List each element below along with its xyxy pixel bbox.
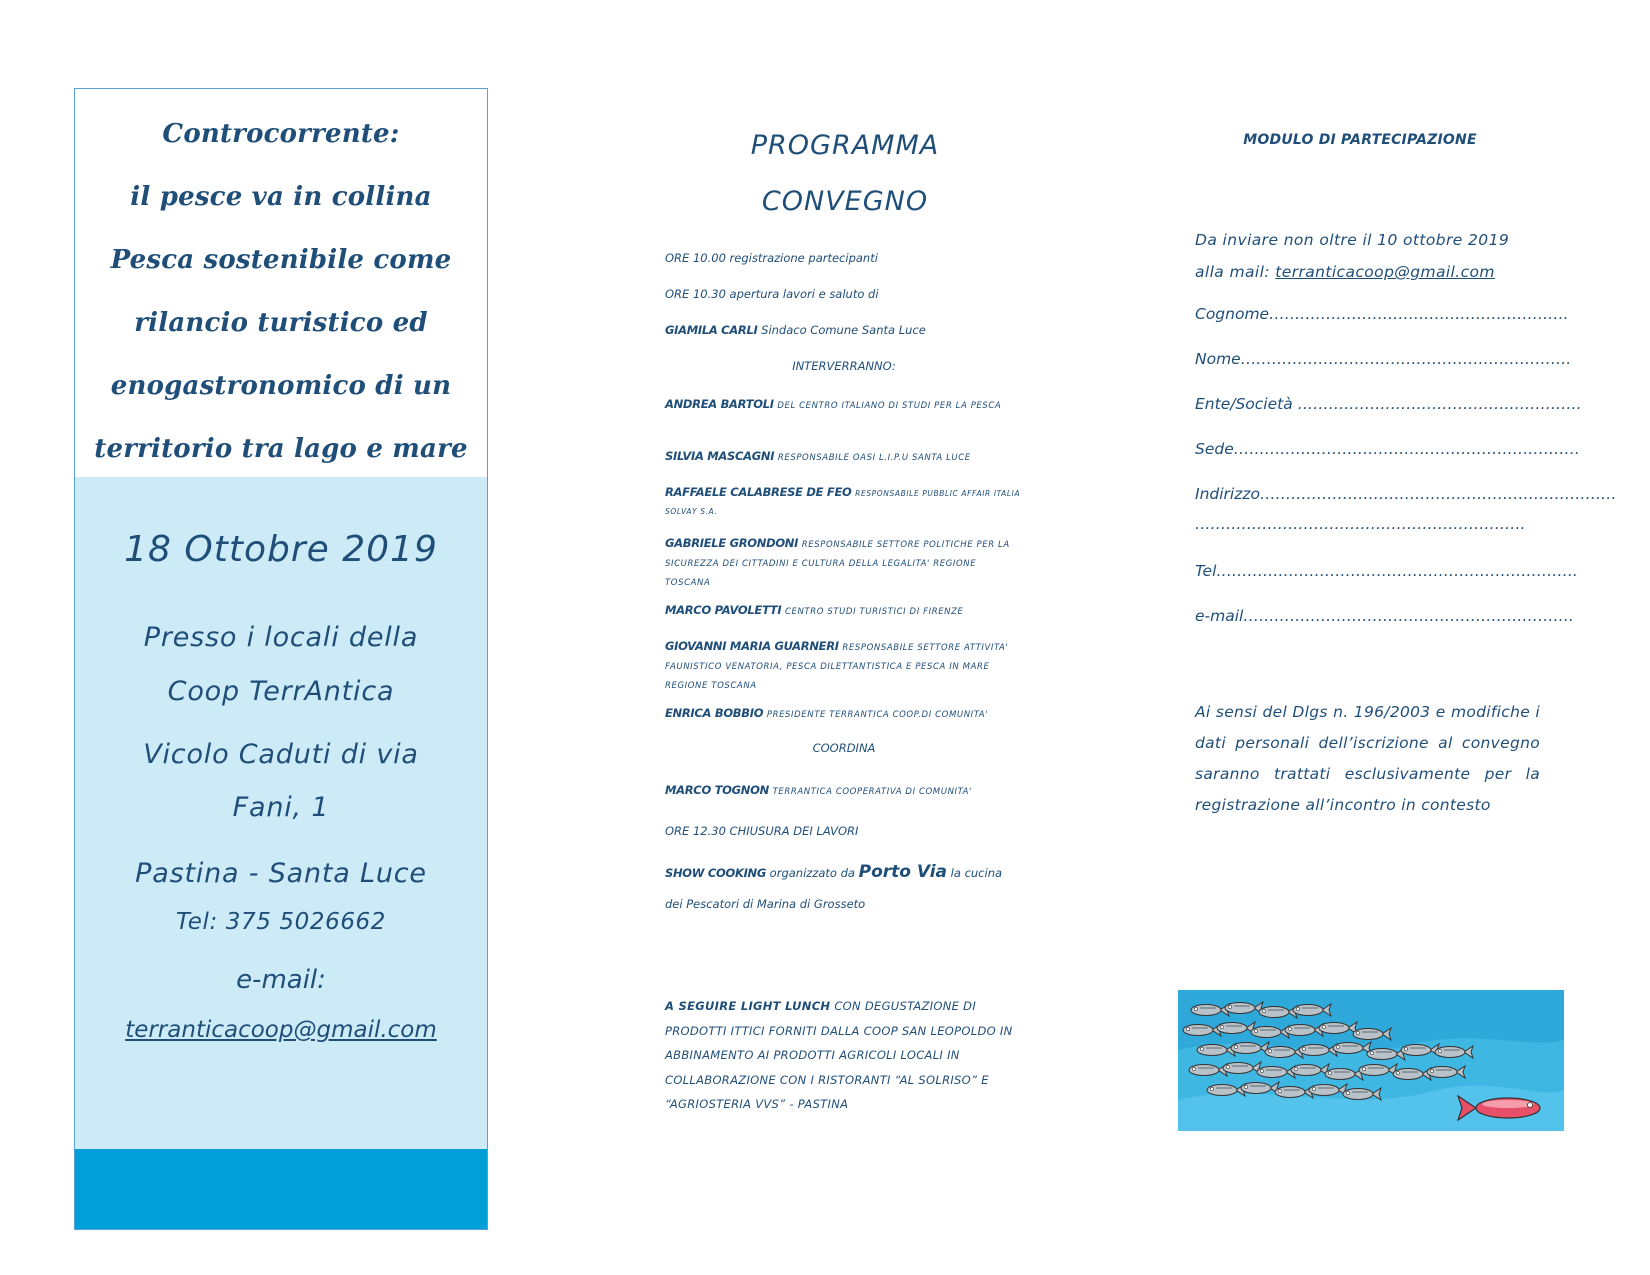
speaker-role: RESPONSABILE SETTORE ATTIVITA' FAUNISTICO VENATORIA, PESCA DILETTANTISTICA E PESCA IN MARE REGIONE TOSCANA [665, 643, 1009, 691]
show-cooking-text-2: la cucina [947, 866, 1003, 880]
cover-panel [74, 88, 488, 1230]
host-name: GIAMILA CARLI [665, 323, 758, 337]
coordinator-item [665, 782, 1023, 801]
event-place: Pastina - Santa Luce [135, 858, 427, 889]
light-lunch-text: CON DEGUSTAZIONE DI PRODOTTI ITTICI FORNITI DALLA COOP SAN LEOPOLDO IN ABBINAMENTO AI PRODOTTI AGRICOLI LOCALI IN COLLABORAZIONE CON I RISTORANTI “AL SOLRISO” E “AGRIOSTERIA VVS” - PASTINA [665, 999, 1013, 1111]
contact-email-link[interactable]: terranticacoop@gmail.com [125, 1017, 437, 1043]
form-title: MODULO DI PARTECIPAZIONE [1243, 132, 1477, 148]
speaker-role: PRESIDENTE TERRANTICA COOP.DI COMUNITA' [766, 710, 989, 720]
title-line-1: Controcorrente: [162, 119, 400, 149]
speaker-item [665, 396, 1023, 415]
light-lunch-label: A SEGUIRE LIGHT LUNCH [665, 999, 831, 1013]
organization-field[interactable]: Ente/Società ………………………………………………. [1195, 395, 1582, 413]
program-title-1: PROGRAMMA [750, 130, 940, 161]
speaker-item [665, 602, 1023, 621]
title-line-4: rilancio turistico ed [134, 308, 428, 338]
title-line-2: il pesce va in collina [130, 182, 432, 212]
host-item [665, 322, 1023, 339]
speaker-role: CENTRO STUDI TURISTICI DI FIRENZE [784, 607, 964, 617]
coordinator-heading: COORDINA [812, 741, 876, 755]
cover-footer-band [75, 1149, 487, 1229]
program-title-2: CONVEGNO [761, 186, 929, 217]
speaker-item [665, 535, 1023, 592]
location-field[interactable]: Sede…………………………………………………………. [1195, 440, 1580, 458]
event-date: 18 Ottobre 2019 [124, 529, 438, 570]
address-field-line-2[interactable]: ………………………………………………………. [1195, 515, 1526, 533]
speaker-name: RAFFAELE CALABRESE DE FEO [665, 485, 852, 499]
speaker-role: DEL CENTRO ITALIANO DI STUDI PER LA PESCA [777, 401, 1002, 411]
speaker-name: MARCO PAVOLETTI [665, 603, 782, 617]
speaker-item [665, 448, 1023, 467]
email-label: e-mail: [236, 965, 326, 995]
form-email-link[interactable]: terranticacoop@gmail.com [1275, 263, 1495, 281]
fish-school-image [1178, 990, 1564, 1131]
speaker-role: RESPONSABILE PUBBLIC AFFAIR ITALIA SOLVAY S.A. [665, 489, 1021, 516]
speaker-item [665, 705, 1023, 724]
surname-field[interactable]: Cognome…………………………………………………. [1195, 305, 1569, 323]
contact-tel: Tel: 375 5026662 [175, 909, 387, 935]
speaker-name: SILVIA MASCAGNI [665, 449, 775, 463]
title-line-3: Pesca sostenibile come [110, 245, 452, 275]
venue-line-2: Coop TerrAntica [167, 676, 395, 707]
event-info [75, 477, 487, 1151]
opening-item: ORE 10.30 apertura lavori e saluto di [665, 287, 879, 301]
address-field[interactable]: Indirizzo…………………………………………………………… [1195, 485, 1617, 503]
speaker-name: ENRICA BOBBIO [665, 706, 764, 720]
speaker-role: RESPONSABILE OASI L.I.P.U SANTA LUCE [777, 453, 971, 463]
host-role: Sindaco Comune Santa Luce [757, 323, 926, 337]
speaker-item [665, 484, 1023, 520]
coordinator-name: MARCO TOGNON [665, 783, 769, 797]
form-intro [1195, 224, 1540, 288]
title-line-6: territorio tra lago e mare [94, 434, 468, 464]
registration-item: ORE 10.00 registrazione partecipanti [665, 251, 878, 265]
show-cooking-label: SHOW COOKING [665, 866, 767, 880]
speaker-name: GIOVANNI MARIA GUARNERI [665, 639, 839, 653]
speaker-name: ANDREA BARTOLI [665, 397, 774, 411]
email-field[interactable]: e-mail………………………………………………………. [1195, 607, 1574, 625]
light-lunch-item [665, 994, 1030, 1117]
show-cooking-brand: Porto Via [858, 862, 948, 882]
speaker-name: GABRIELE GRONDONI [665, 536, 799, 550]
address-line-2: Fani, 1 [232, 792, 330, 823]
show-cooking-item [665, 864, 1023, 882]
show-cooking-text: organizzato da [766, 866, 859, 880]
coordinator-role: TERRANTICA COOPERATIVA DI COMUNITA' [772, 787, 972, 797]
privacy-notice: Ai sensi del Dlgs n. 196/2003 e modifiche i dati personali dell’iscrizione al convegno saranno trattati esclusivamente per la registrazione all’incontro in contesto [1195, 703, 1540, 814]
form-intro-line-2 [1195, 256, 1540, 288]
cover-title [75, 89, 487, 477]
closing-item: ORE 12.30 CHIUSURA DEI LAVORI [665, 824, 859, 838]
speakers-heading: INTERVERRANNO: [792, 359, 896, 373]
show-cooking-subtext: dei Pescatori di Marina di Grosseto [665, 897, 866, 911]
phone-field[interactable]: Tel……………………………………………………………. [1195, 562, 1578, 580]
form-intro-line-1: Da inviare non oltre il 10 ottobre 2019 [1195, 231, 1510, 249]
venue-line-1: Presso i locali della [143, 622, 419, 653]
title-line-5: enogastronomico di un [110, 371, 452, 401]
name-field[interactable]: Nome………………………………………………………. [1195, 350, 1572, 368]
speaker-role: RESPONSABILE SETTORE POLITICHE PER LA SICUREZZA DEI CITTADINI E CULTURA DELLA LEGALITA' REGIONE TOSCANA [665, 540, 1010, 588]
form-intro-prefix: alla mail: [1195, 263, 1276, 281]
speaker-item [665, 638, 1023, 695]
address-line-1: Vicolo Caduti di via [143, 739, 419, 770]
